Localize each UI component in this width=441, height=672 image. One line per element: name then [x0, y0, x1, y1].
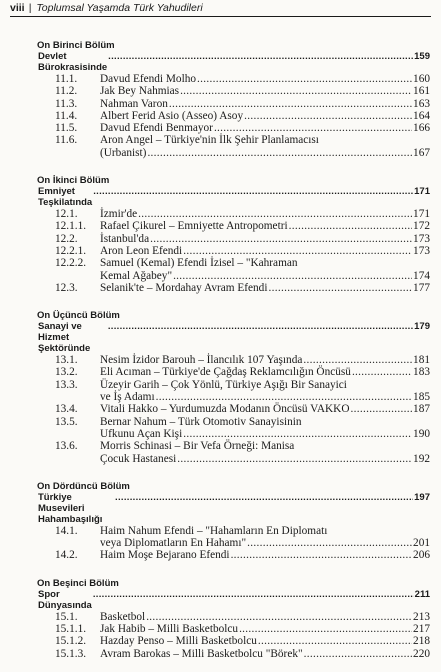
page-ref: 163: [413, 97, 430, 110]
toc-entry[interactable]: [38, 366, 430, 378]
leader-dots: [183, 428, 412, 440]
leader-dots: [214, 122, 412, 134]
toc-entry-continuation[interactable]: [38, 453, 430, 465]
entry-title: Hazday Penso – Milli Basketbolcu: [100, 635, 257, 648]
leader-dots: [183, 245, 412, 257]
entry-title: Albert Ferid Asio (Asseo) Asoy: [100, 109, 244, 122]
leader-dots: [244, 110, 412, 122]
page-ref: 183: [413, 366, 430, 379]
entry-number: 15.1.3.: [55, 647, 87, 660]
entry-title: Avram Barokas – Milli Basketbolcu "Börek": [100, 647, 303, 660]
leader-dots: [150, 233, 412, 245]
leader-dots: [173, 270, 412, 282]
toc-entry[interactable]: [38, 98, 430, 110]
entry-number: 15.1.: [55, 610, 78, 623]
entry-number: 11.5.: [55, 122, 78, 135]
part-title: On Beşinci Bölüm: [37, 577, 119, 589]
entry-number: 13.6.: [55, 440, 78, 453]
entry-title: Vitali Hakko – Yurdumuzda Modanın Öncüsü VAKKO: [100, 403, 350, 416]
page-ref: 167: [413, 146, 430, 159]
entry-title: İstanbul'da: [100, 232, 150, 245]
toc-entry[interactable]: [38, 440, 430, 452]
toc-entry[interactable]: [38, 85, 430, 97]
entry-number: 12.2.: [55, 232, 78, 245]
leader-dots: [303, 354, 412, 366]
page-ref: 164: [413, 109, 430, 122]
leader-dots: [247, 537, 412, 549]
entry-title: Haim Nahum Efendi – "Hahamların En Diplomatı: [100, 524, 328, 537]
part-subtitle-row[interactable]: [38, 589, 430, 611]
toc-entry[interactable]: [38, 549, 430, 561]
toc-entry[interactable]: [38, 208, 430, 220]
leader-dots: [156, 391, 412, 403]
leader-dots: [93, 186, 413, 197]
toc-entry-continuation[interactable]: [38, 147, 430, 159]
page-ref: 201: [413, 537, 430, 550]
part-subtitle: Türkiye Musevileri Hahambaşılığı: [38, 491, 103, 525]
entry-number: 13.2.: [55, 366, 78, 379]
page-ref: 179: [414, 321, 430, 333]
page-ref: 211: [414, 588, 430, 600]
part-title: On İkinci Bölüm: [37, 175, 110, 187]
toc-entry-continuation[interactable]: [38, 428, 430, 440]
entry-title: Nahman Varon: [100, 97, 168, 110]
entry-number: 13.3.: [55, 378, 78, 391]
toc-entry[interactable]: [38, 379, 430, 391]
part-subtitle-row[interactable]: [38, 186, 430, 208]
leader-dots: [258, 635, 412, 647]
part-subtitle-row[interactable]: [38, 492, 430, 525]
part-title: On Dördüncü Bölüm: [37, 480, 130, 492]
toc-entry-continuation[interactable]: [38, 391, 430, 403]
page-number: viii: [10, 2, 25, 14]
section-gap: [38, 159, 430, 175]
entry-title: Samuel (Kemal) Efendi İzisel – "Kahraman: [100, 257, 298, 270]
leader-dots: [268, 282, 412, 294]
leader-dots: [351, 403, 413, 415]
toc-entry[interactable]: [38, 134, 430, 146]
toc-entry[interactable]: [38, 416, 430, 428]
entry-title: Eli Acıman – Türkiye'de Çağdaş Reklamcılığın Öncüsü: [100, 366, 351, 379]
toc-entry[interactable]: [38, 635, 430, 647]
page-ref: 187: [413, 403, 430, 416]
toc-entry[interactable]: [38, 73, 430, 85]
page-ref: 159: [414, 51, 430, 62]
entry-title: Selanik'te – Mordahay Avram Efendi: [100, 281, 268, 294]
entry-title: Üzeyir Garih – Çok Yönlü, Türkiye Aşığı Bir Sanayici: [100, 378, 347, 391]
toc-entry[interactable]: [38, 623, 430, 635]
leader-dots: [147, 147, 412, 159]
page-ref: 174: [413, 269, 430, 282]
entry-title-cont: ve İş Adamı: [100, 391, 155, 404]
page-ref: 173: [413, 232, 430, 245]
toc-entry[interactable]: [38, 525, 430, 537]
entry-title: Nesim İzidor Barouh – İlancılık 107 Yaşında: [100, 354, 303, 367]
table-of-contents: [38, 40, 430, 660]
toc-entry[interactable]: [38, 220, 430, 232]
entry-title-cont: Kemal Ağabey": [100, 269, 173, 282]
page-ref: 213: [413, 610, 430, 623]
part-subtitle: Emniyet Teşkilatında: [38, 186, 93, 209]
leader-dots: [180, 85, 412, 97]
toc-entry[interactable]: [38, 354, 430, 366]
toc-entry-continuation[interactable]: [38, 537, 430, 549]
part-subtitle: Spor Dünyasında: [38, 588, 92, 611]
entry-title: Morris Schinasi – Bir Vefa Örneği: Manisa: [100, 440, 295, 453]
entry-title-cont: Ufkunu Açan Kişi: [100, 427, 183, 440]
running-header: [10, 2, 431, 17]
part-subtitle-row[interactable]: [38, 321, 430, 354]
page-ref: 161: [413, 85, 430, 98]
part-subtitle: Devlet Bürokrasisinde: [38, 51, 108, 73]
page-ref: 220: [413, 647, 430, 660]
entry-title: İzmir'de: [100, 208, 138, 221]
page-ref: 190: [413, 427, 430, 440]
entry-number: 13.4.: [55, 403, 78, 416]
page-ref: 172: [413, 220, 430, 233]
entry-title: Davud Efendi Molho: [100, 73, 197, 85]
entry-title-cont: (Urbanist): [100, 146, 147, 159]
entry-number: 12.2.2.: [55, 257, 87, 270]
header-separator: |: [28, 2, 32, 14]
entry-title: Davud Efendi Benmayor: [100, 122, 213, 135]
entry-title: Jak Bey Nahmias: [100, 85, 180, 98]
entry-number: 15.1.2.: [55, 635, 87, 648]
toc-entry[interactable]: [38, 403, 430, 415]
entry-number: 14.2.: [55, 549, 78, 562]
page-ref: 192: [413, 452, 430, 465]
entry-number: 11.6.: [55, 134, 78, 147]
leader-dots: [93, 589, 414, 600]
toc-entry[interactable]: [38, 282, 430, 294]
leader-dots: [108, 321, 413, 332]
entry-number: 11.4.: [55, 109, 78, 122]
leader-dots: [115, 492, 413, 503]
page-ref: 160: [413, 73, 430, 85]
entry-title: Rafael Çikurel – Emniyette Antropometri: [100, 220, 288, 233]
entry-title-cont: veya Diplomatların En Hahamı": [100, 537, 247, 550]
entry-number: 11.2.: [55, 85, 78, 98]
leader-dots: [239, 623, 412, 635]
leader-dots: [177, 453, 412, 465]
entry-title: Aron Leon Efendi: [100, 244, 183, 257]
toc-entry[interactable]: [38, 257, 430, 269]
entry-number: 15.1.1.: [55, 623, 87, 636]
entry-number: 12.2.1.: [55, 244, 87, 257]
toc-entry[interactable]: [38, 122, 430, 134]
page-ref: 171: [413, 208, 430, 221]
section-gap: [38, 562, 430, 578]
page-ref: 173: [413, 244, 430, 257]
leader-dots: [138, 208, 412, 220]
page-ref: 181: [413, 354, 430, 367]
entry-number: 12.3.: [55, 281, 78, 294]
entry-number: 13.5.: [55, 415, 78, 428]
toc-entry-continuation[interactable]: [38, 270, 430, 282]
leader-dots: [352, 366, 412, 378]
section-gap: [38, 465, 430, 481]
page-ref: 217: [413, 623, 430, 636]
leader-dots: [304, 648, 412, 660]
toc-entry[interactable]: [38, 233, 430, 245]
page-ref: 166: [413, 122, 430, 135]
toc-entry[interactable]: [38, 245, 430, 257]
entry-title: Jak Habib – Milli Basketbolcu: [100, 623, 239, 636]
leader-dots: [146, 611, 412, 623]
entry-title: Haim Moşe Bejarano Efendi: [100, 549, 230, 562]
part-subtitle: Sanayi ve Hizmet Şektöründe: [38, 321, 91, 355]
part-title: On Birinci Bölüm: [37, 40, 115, 51]
entry-number: 12.1.1.: [55, 220, 87, 233]
leader-dots: [108, 51, 413, 62]
part-title: On Üçüncü Bölüm: [37, 310, 120, 322]
leader-dots: [231, 549, 412, 561]
toc-entry[interactable]: [38, 648, 430, 660]
page-ref: 171: [414, 186, 430, 198]
page-ref: 206: [413, 549, 430, 562]
book-title: Toplumsal Yaşamda Türk Yahudileri: [36, 2, 203, 14]
entry-number: 14.1.: [55, 524, 78, 537]
page-ref: 185: [413, 391, 430, 404]
entry-title: Bernar Nahum – Türk Otomotiv Sanayisinin: [100, 415, 302, 428]
entry-title-cont: Çocuk Hastanesi: [100, 452, 177, 465]
leader-dots: [289, 220, 412, 232]
toc-entry[interactable]: [38, 110, 430, 122]
part-subtitle-row[interactable]: [38, 51, 430, 73]
toc-entry[interactable]: [38, 611, 430, 623]
page-ref: 218: [413, 635, 430, 648]
leader-dots: [197, 73, 412, 85]
section-gap: [38, 294, 430, 310]
entry-number: 12.1.: [55, 208, 78, 221]
entry-number: 11.3.: [55, 97, 78, 110]
entry-number: 13.1.: [55, 354, 78, 367]
page-ref: 177: [413, 281, 430, 294]
page-ref: 197: [414, 491, 430, 503]
entry-title: Aron Angel – Türkiye'nin İlk Şehir Planlamacısı: [100, 134, 319, 147]
leader-dots: [169, 98, 412, 110]
entry-number: 11.1.: [55, 73, 78, 85]
entry-title: Basketbol: [100, 610, 146, 623]
